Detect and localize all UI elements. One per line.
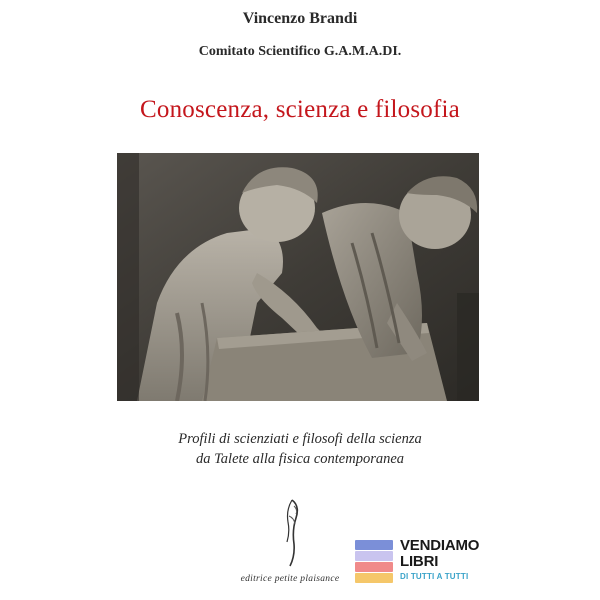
publisher-logo [225, 496, 355, 591]
badge-line-2: LIBRI [400, 553, 439, 570]
author-name: Vincenzo Brandi [242, 10, 358, 27]
book-title: Conoscenza, scienza e filosofia [140, 96, 460, 123]
badge-line-1: VENDIAMO [400, 537, 480, 554]
committee-name: Comitato Scientifico G.A.M.A.DI. [198, 44, 402, 59]
badge-line-3: DI TUTTI A TUTTI [400, 572, 469, 581]
book-subtitle [0, 429, 600, 469]
subtitle-line-2: da Talete alla fisica contemporanea [195, 451, 405, 467]
cover-illustration [117, 153, 479, 401]
quill-figure-icon [270, 496, 310, 568]
book-stack-icon [355, 540, 395, 584]
vendiamo-libri-badge [355, 536, 495, 588]
stone-relief-image [117, 153, 479, 401]
subtitle-line-1: Profili di scienziati e filosofi della scienza [178, 431, 422, 447]
publisher-name: editrice petite plaisance [240, 574, 340, 584]
